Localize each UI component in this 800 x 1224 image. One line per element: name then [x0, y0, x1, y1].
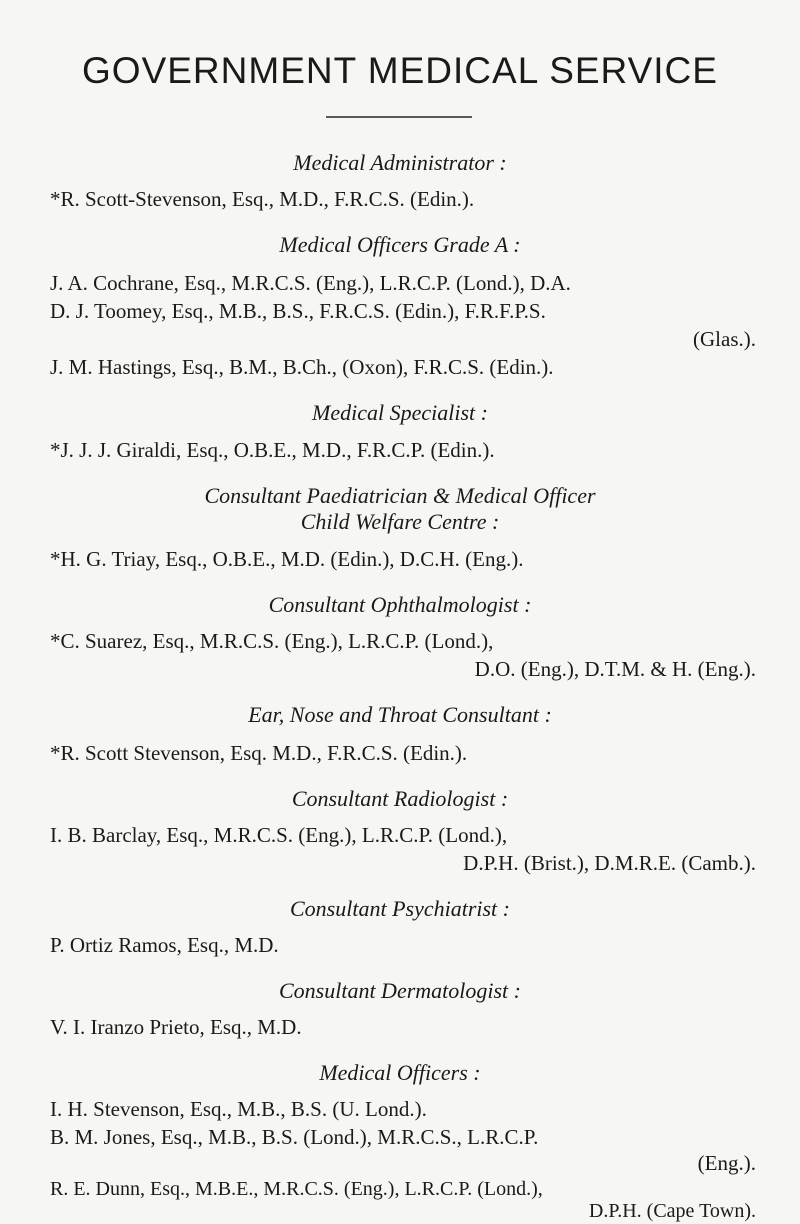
section-heading-grade-a: Medical Officers Grade A :: [279, 232, 521, 257]
section-heading-ophthalmologist: Consultant Ophthalmologist :: [268, 592, 532, 617]
page-title: GOVERNMENT MEDICAL SERVICE: [82, 50, 718, 91]
entry-line: *J. J. J. Giraldi, Esq., O.B.E., M.D., F.R.C.P. (Edin.).: [50, 438, 495, 462]
entry-line: B. M. Jones, Esq., M.B., B.S. (Lond.), M.R.C.S., L.R.C.P.: [50, 1125, 539, 1149]
section-heading-paediatrician: Consultant Paediatrician & Medical Officer: [204, 483, 596, 508]
section-heading-psychiatrist: Consultant Psychiatrist :: [290, 896, 510, 921]
entry-line: D. J. Toomey, Esq., M.B., B.S., F.R.C.S. (Edin.), F.R.F.P.S.: [50, 299, 546, 323]
entry-line: I. H. Stevenson, Esq., M.B., B.S. (U. Lond.).: [50, 1097, 427, 1121]
entry-line: *H. G. Triay, Esq., O.B.E., M.D. (Edin.), D.C.H. (Eng.).: [50, 547, 524, 571]
section-heading-ent: Ear, Nose and Throat Consultant :: [248, 702, 552, 727]
entry-line-continuation: (Glas.).: [693, 327, 756, 351]
entry-line-continuation: (Eng.).: [697, 1151, 756, 1175]
section-heading-welfare-centre: Child Welfare Centre :: [300, 509, 500, 534]
entry-line: *C. Suarez, Esq., M.R.C.S. (Eng.), L.R.C.P. (Lond.),: [50, 629, 494, 653]
section-heading-dermatologist: Consultant Dermatologist :: [278, 978, 521, 1003]
entry-line: J. A. Cochrane, Esq., M.R.C.S. (Eng.), L.R.C.P. (Lond.), D.A.: [50, 271, 571, 295]
section-heading-medical-officers: Medical Officers :: [319, 1060, 481, 1085]
section-heading-radiologist: Consultant Radiologist :: [291, 786, 509, 811]
entry-line: V. I. Iranzo Prieto, Esq., M.D.: [50, 1015, 302, 1039]
entry-line-continuation: D.P.H. (Cape Town).: [588, 1200, 756, 1222]
entry-line: *R. Scott-Stevenson, Esq., M.D., F.R.C.S. (Edin.).: [50, 187, 475, 211]
entry-line: P. Ortiz Ramos, Esq., M.D.: [50, 933, 279, 957]
entry-line: J. M. Hastings, Esq., B.M., B.Ch., (Oxon), F.R.C.S. (Edin.).: [50, 355, 554, 379]
section-heading-administrator: Medical Administrator :: [293, 150, 507, 175]
section-heading-specialist: Medical Specialist :: [312, 400, 488, 425]
entry-line-continuation: D.P.H. (Brist.), D.M.R.E. (Camb.).: [463, 851, 756, 875]
title-underline: [326, 116, 472, 118]
entry-line: R. E. Dunn, Esq., M.B.E., M.R.C.S. (Eng.), L.R.C.P. (Lond.),: [50, 1178, 543, 1200]
entry-line: *R. Scott Stevenson, Esq. M.D., F.R.C.S. (Edin.).: [50, 741, 468, 765]
entry-line: I. B. Barclay, Esq., M.R.C.S. (Eng.), L.R.C.P. (Lond.),: [50, 823, 508, 847]
entry-line-continuation: D.O. (Eng.), D.T.M. & H. (Eng.).: [474, 657, 756, 681]
